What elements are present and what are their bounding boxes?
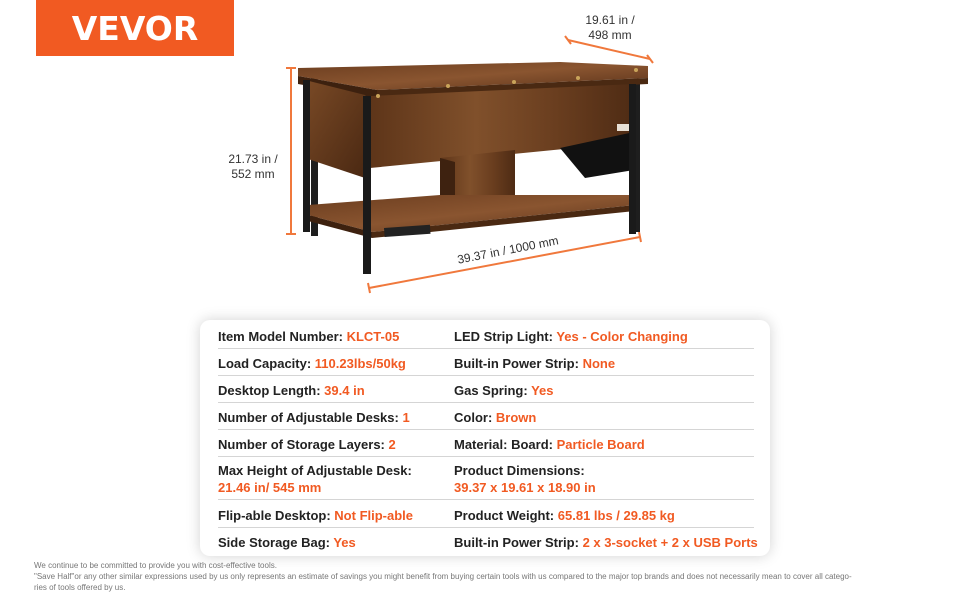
spec-power-strip: Built-in Power Strip: None bbox=[454, 356, 616, 371]
logo-text: VEVOR bbox=[71, 8, 199, 48]
depth-text: 19.61 in / 498 mm bbox=[585, 13, 635, 42]
spec-desktop-length: Desktop Length: 39.4 in bbox=[218, 383, 365, 398]
spec-load: Load Capacity: 110.23lbs/50kg bbox=[218, 356, 406, 371]
spec-storage-bag: Side Storage Bag: Yes bbox=[218, 535, 356, 550]
spec-row bbox=[218, 507, 754, 528]
spec-power-strip-2: Built-in Power Strip: 2 x 3-socket + 2 x USB Ports bbox=[454, 535, 758, 550]
spec-row bbox=[218, 534, 758, 554]
spec-max-height: Max Height of Adjustable Desk: 21.46 in/ 545 mm bbox=[218, 463, 412, 495]
spec-row bbox=[218, 328, 754, 349]
spec-row bbox=[218, 409, 754, 430]
spec-storage-layers: Number of Storage Layers: 2 bbox=[218, 437, 396, 452]
spec-adjustable-desks: Number of Adjustable Desks: 1 bbox=[218, 410, 410, 425]
height-line2: 552 mm bbox=[231, 167, 275, 181]
height-dimension-label bbox=[220, 152, 286, 182]
spec-product-dimensions: Product Dimensions: 39.37 x 19.61 x 18.90 in bbox=[454, 463, 596, 495]
spec-model: Item Model Number: KLCT-05 bbox=[218, 329, 400, 344]
disclaimer-footnote bbox=[34, 560, 964, 593]
spec-row bbox=[218, 436, 754, 457]
width-text: 39.37 in / 1000 mm bbox=[456, 233, 560, 267]
spec-weight: Product Weight: 65.81 lbs / 29.85 kg bbox=[454, 508, 675, 523]
spec-flipable: Flip-able Desktop: Not Flip-able bbox=[218, 508, 414, 523]
footnote-line3: ries of tools offered by us. bbox=[34, 583, 126, 592]
spec-led: LED Strip Light: Yes - Color Changing bbox=[454, 329, 688, 344]
spec-color: Color: Brown bbox=[454, 410, 537, 425]
footnote-line1: We continue to be committed to provide you with cost-effective tools. bbox=[34, 561, 277, 570]
spec-row bbox=[218, 462, 754, 500]
specs-card bbox=[200, 320, 770, 556]
depth-dimension-label bbox=[578, 13, 642, 43]
spec-material: Material: Board: Particle Board bbox=[454, 437, 645, 452]
height-line1: 21.73 in / bbox=[228, 152, 278, 166]
spec-row bbox=[218, 355, 754, 376]
footnote-line2: "Save Half"or any other similar expressions used by us only represents an estimate of savings you might benefit from buying certain tools with us compared to the major top brands and does not necessarily mean to cover all catego- bbox=[34, 572, 852, 581]
spec-row bbox=[218, 382, 754, 403]
spec-gas-spring: Gas Spring: Yes bbox=[454, 383, 554, 398]
